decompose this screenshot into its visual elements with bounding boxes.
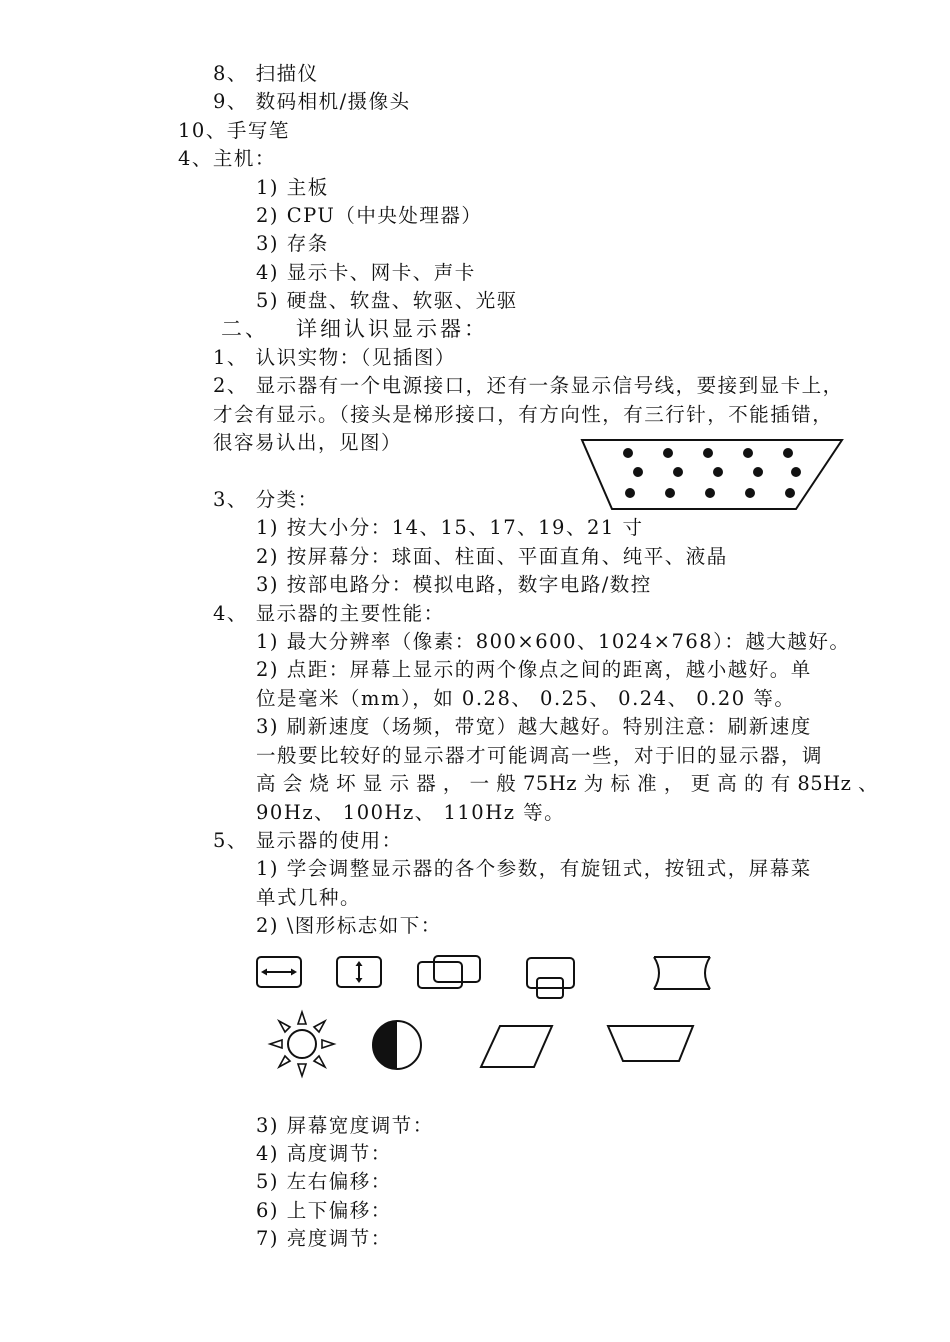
list-item: 4、主机： (178, 147, 276, 170)
list-item: 1、 认识实物：（见插图） (213, 346, 456, 369)
horizontal-size-icon (255, 955, 305, 990)
list-item: 5、 显示器的使用： (213, 829, 403, 852)
list-item: 3) 刷新速度（场频，带宽）越大越好。特别注意：刷新速度 (256, 715, 812, 738)
list-item: 7) 亮度调节： (256, 1227, 392, 1250)
list-item: 3) 按部电路分：模拟电路，数字电路/数控 (256, 573, 652, 596)
paragraph-line: 90Hz、 100Hz、 110Hz 等。 (256, 801, 566, 824)
paragraph-line: 很容易认出，见图） (213, 431, 403, 454)
section-number: 二、 (221, 317, 269, 341)
list-item: 4) 显示卡、网卡、声卡 (256, 261, 476, 284)
vga-connector-icon (578, 437, 848, 513)
list-item: 3) 存条 (256, 232, 329, 255)
list-item: 2) 按屏幕分：球面、柱面、平面直角、纯平、液晶 (256, 545, 728, 568)
list-item: 5) 硬盘、软盘、软驱、光驱 (256, 289, 518, 312)
list-item: 3、 分类： (213, 488, 319, 511)
contrast-icon (370, 1018, 424, 1072)
parallelogram-icon (478, 1024, 556, 1070)
list-item: 1) 按大小分：14、15、17、19、21 寸 (256, 516, 644, 539)
paragraph-line: 2、 显示器有一个电源接口，还有一条显示信号线，要接到显卡上， (213, 374, 844, 397)
list-item: 5) 左右偏移： (256, 1170, 392, 1193)
vertical-position-icon (525, 956, 580, 1002)
list-item: 1) 最大分辨率（像素：800×600、1024×768）：越大越好。 (256, 630, 851, 653)
paragraph-line: 高 会 烧 坏 显 示 器 ， 一 般 75Hz 为 标 准 ， 更 高 的 有 85Hz 、 (256, 772, 879, 795)
list-item: 4、 显示器的主要性能： (213, 602, 445, 625)
list-item: 2) 点距：屏幕上显示的两个像点之间的距离，越小越好。单 (256, 658, 812, 681)
list-item: 8、 扫描仪 (213, 62, 319, 85)
list-item: 4) 高度调节： (256, 1142, 392, 1165)
list-item: 2) \图形标志如下： (256, 914, 442, 937)
horizontal-position-icon (416, 954, 486, 990)
section-heading: 详细认识显示器： (296, 317, 488, 341)
list-item: 9、 数码相机/摄像头 (213, 90, 411, 113)
vertical-size-icon (335, 955, 385, 990)
paragraph-line: 才会有显示。（接头是梯形接口，有方向性，有三行针，不能插错， (213, 403, 834, 426)
list-item: 6) 上下偏移： (256, 1199, 392, 1222)
trapezoid-icon (606, 1024, 696, 1064)
list-item: 3) 屏幕宽度调节： (256, 1114, 434, 1137)
list-item: 10、手写笔 (178, 119, 290, 142)
list-item: 1) 主板 (256, 176, 329, 199)
brightness-icon (268, 1010, 336, 1078)
paragraph-line: 位是毫米（mm），如 0.28、 0.25、 0.24、 0.20 等。 (256, 687, 796, 710)
paragraph-line: 一般要比较好的显示器才可能调高一些，对于旧的显示器，调 (256, 744, 824, 767)
list-item: 2) CPU（中央处理器） (256, 204, 483, 227)
paragraph-line: 单式几种。 (256, 886, 362, 909)
list-item: 1) 学会调整显示器的各个参数，有旋钮式，按钮式，屏幕菜 (256, 857, 812, 880)
pincushion-icon (650, 955, 716, 993)
